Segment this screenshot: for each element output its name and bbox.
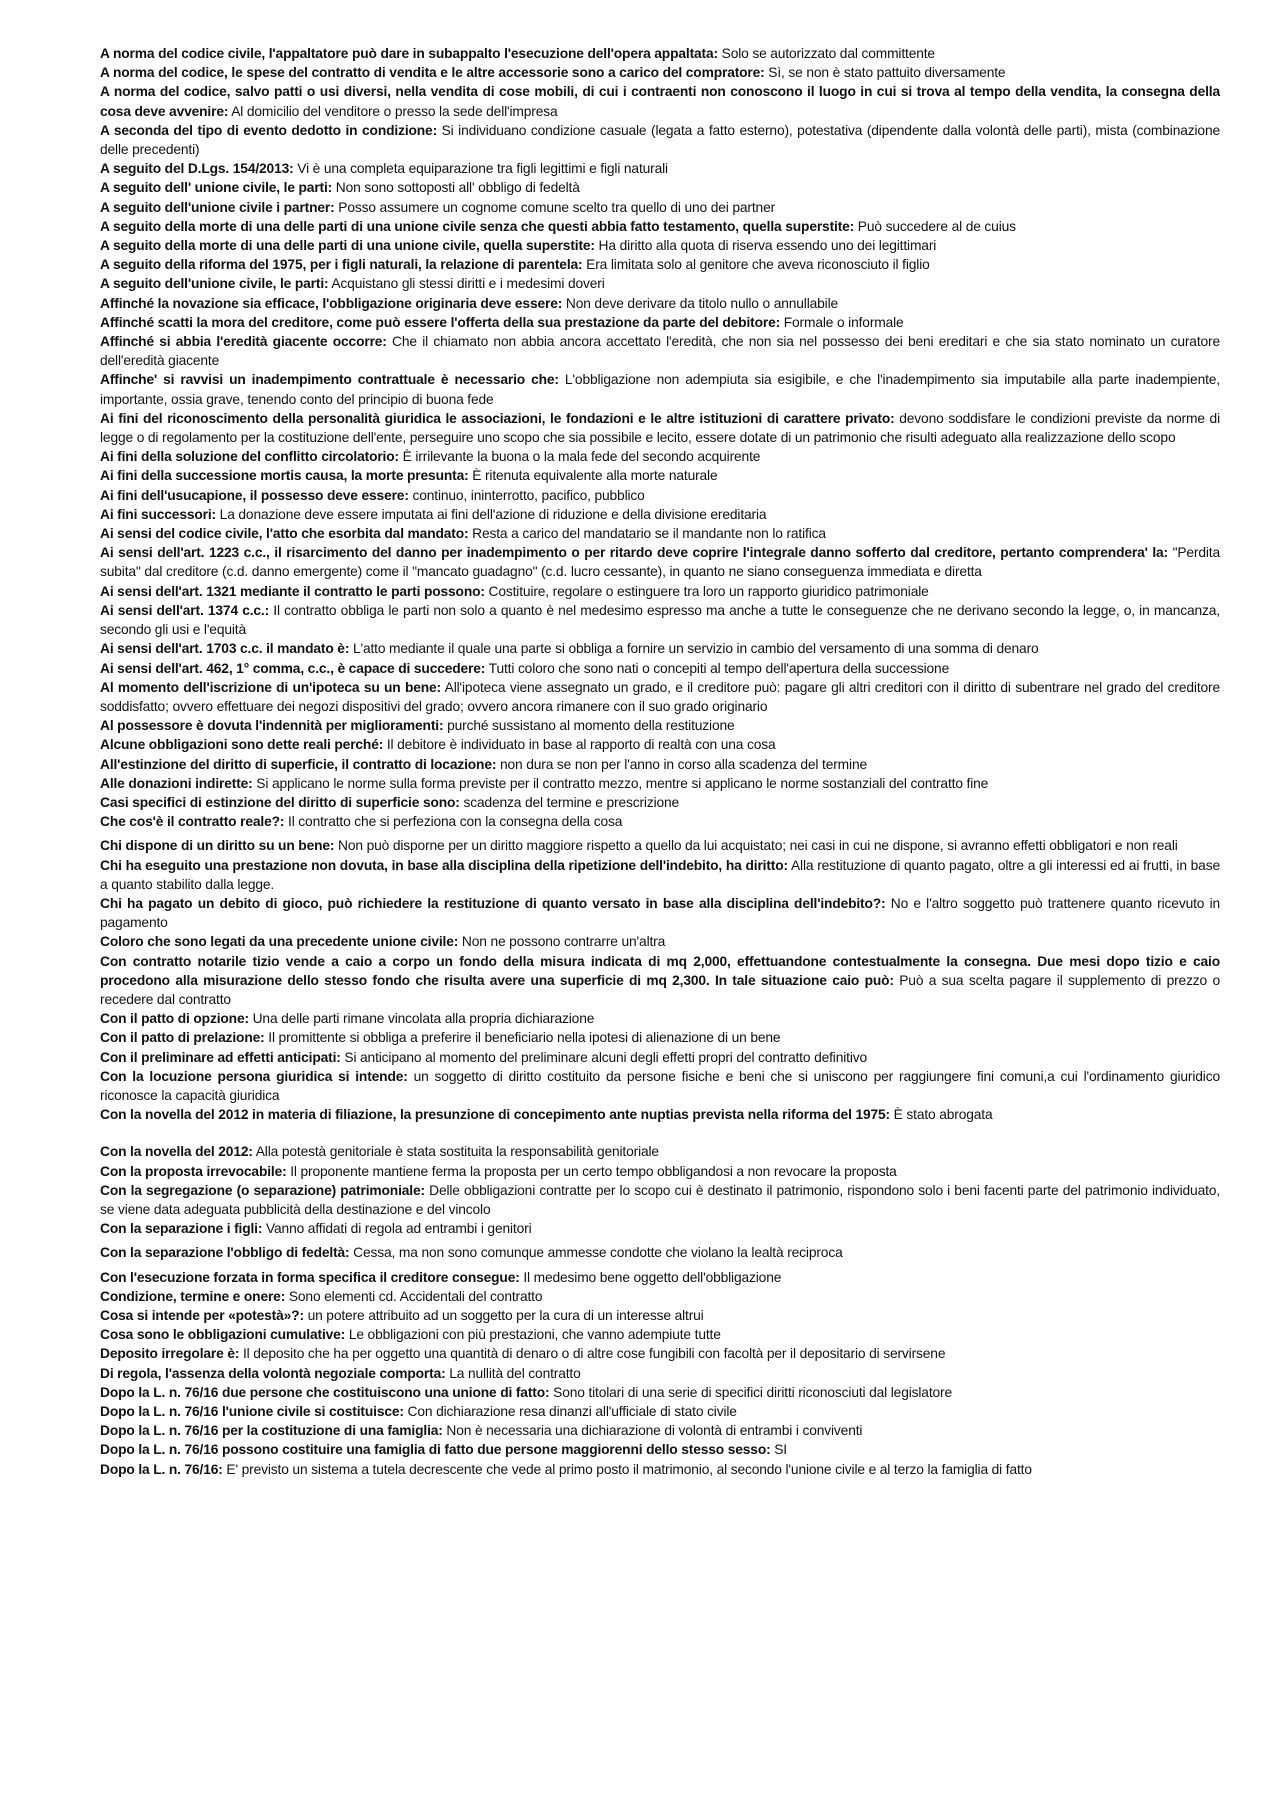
entry (100, 63, 1220, 82)
entry-question: Chi dispone di un diritto su un bene: (100, 838, 335, 854)
entry-question: Al momento dell'iscrizione di un'ipoteca su un bene: (100, 679, 442, 695)
entry (100, 1364, 1220, 1383)
entry-question: Che cos'è il contratto reale?: (100, 814, 285, 830)
entry-question: Ai sensi dell'art. 462, 1° comma, c.c., è capace di succedere: (100, 660, 486, 676)
entry-question: Ai fini del riconoscimento della personalità giuridica le associazioni, le fondazioni e le altre istituzioni di carattere privato: (100, 410, 895, 426)
entry (100, 582, 1220, 601)
entry (100, 274, 1220, 293)
entry (100, 1162, 1220, 1181)
entry-answer: Il contratto che si perfeziona con la consegna della cosa (284, 814, 623, 830)
entry-question: Con la proposta irrevocabile: (100, 1163, 287, 1179)
entry (100, 332, 1220, 370)
entry-question: Con la novella del 2012: (100, 1144, 253, 1160)
entry-question: Dopo la L. n. 76/16 due persone che costituiscono una unione di fatto: (100, 1384, 550, 1400)
entry (100, 1028, 1220, 1047)
entry-question: A seguito della morte di una delle parti di una unione civile senza che questi abbia fatto testamento, quella superstite: (100, 218, 855, 234)
entry-answer: Costituire, regolare o estinguere tra loro un rapporto giuridico patrimoniale (484, 583, 929, 599)
entry (100, 1383, 1220, 1402)
entry (100, 1325, 1220, 1344)
entry-question: Dopo la L. n. 76/16 l'unione civile si costituisce: (100, 1404, 404, 1420)
entry-answer: Era limitata solo al genitore che aveva riconosciuto il figlio (582, 257, 930, 273)
entry-answer: Al domicilio del venditore o presso la sede dell'impresa (228, 103, 558, 119)
entry-question: Con l'esecuzione forzata in forma specifica il creditore consegue: (100, 1269, 520, 1285)
entry-question: Ai sensi dell'art. 1321 mediante il contratto le parti possono: (100, 583, 485, 599)
entry-answer: purché sussistano al momento della restituzione (443, 718, 735, 734)
entry (100, 1440, 1220, 1459)
entry-answer: Che il chiamato non abbia ancora accettato l'eredità, che non sia nel possesso dei beni ereditari e che sia stato nominato un curatore dell'eredità giacente (100, 334, 1221, 369)
entry-answer: Il debitore è individuato in base al rapporto di realtà con una cosa (383, 737, 776, 753)
entry-question: Con la locuzione persona giuridica si intende: (100, 1068, 408, 1084)
entry (100, 370, 1220, 408)
entry (100, 1009, 1220, 1028)
entry-answer: Tutti coloro che sono nati o concepiti al tempo dell'apertura della successione (485, 660, 950, 676)
entry (100, 755, 1220, 774)
entry-answer: un soggetto di diritto costituito da persone fisiche e beni che si uniscono per raggiungere fini comuni,a cui l'ordinamento giuridico riconosce la capacità giuridica (100, 1068, 1220, 1103)
entry (100, 1287, 1220, 1306)
entry-question: Affinche' si ravvisi un inadempimento contrattuale è necessario che: (100, 372, 559, 388)
entry-answer: Il promittente si obbliga a preferire il beneficiario nella ipotesi di alienazione di un bene (264, 1030, 781, 1046)
entry-question: Affinché la novazione sia efficace, l'obbligazione originaria deve essere: (100, 295, 563, 311)
entry-answer: Non deve derivare da titolo nullo o annullabile (562, 295, 839, 311)
entry-question: Ai fini dell'usucapione, il possesso deve essere: (100, 487, 409, 503)
entry-question: A norma del codice civile, l'appaltatore può dare in subappalto l'esecuzione dell'opera appaltata: (100, 46, 718, 61)
entry-question: Di regola, l'assenza della volontà negoziale comporta: (100, 1365, 446, 1381)
entry-answer: Il contratto obbliga le parti non solo a quanto è nel medesimo espresso ma anche a tutte le conseguenze che ne derivano secondo la legge, o, in mancanza, secondo gli usi e l'equità (100, 602, 1220, 638)
entry-answer: È stato abrogata (889, 1107, 993, 1123)
entry-question: Condizione, termine e onere: (100, 1288, 286, 1304)
entry-answer: Con dichiarazione resa dinanzi all'ufficiale di stato civile (403, 1404, 737, 1420)
entry (100, 1460, 1220, 1479)
entry-answer: Non può disporne per un diritto maggiore rispetto a quello da lui acquistato; nei casi in cui ne dispone, si avranno effetti obbligatori e non reali (334, 838, 1178, 854)
entry-question: All'estinzione del diritto di superficie, il contratto di locazione: (100, 756, 497, 772)
entry (100, 1142, 1220, 1161)
entry-question: Affinché si abbia l'eredità giacente occorre: (100, 334, 387, 350)
entry-answer: La donazione deve essere imputata ai fini dell'azione di riduzione e della divisione ereditaria (216, 506, 767, 522)
entry-answer: È ritenuta equivalente alla morte naturale (468, 468, 718, 484)
entry-answer: continuo, ininterrotto, pacifico, pubblico (408, 487, 645, 503)
entry (100, 601, 1220, 639)
entry (100, 1105, 1220, 1124)
entry (100, 793, 1220, 812)
entry (100, 1268, 1220, 1287)
entry-answer: Delle obbligazioni contratte per lo scopo cui è destinato il patrimonio, rispondono solo i beni facenti parte del patrimonio individuato, se viene data adeguata pubblicità della destinazione e del vincolo (100, 1182, 1220, 1217)
entry-question: Ai sensi dell'art. 1223 c.c., il risarcimento del danno per inadempimento o per ritardo deve coprire l'integrale danno sofferto dal creditore, pertanto comprendera' la: (100, 545, 1168, 561)
entry (100, 198, 1220, 217)
entry-question: Con il patto di prelazione: (100, 1030, 265, 1046)
entry-answer: Si applicano le norme sulla forma previste per il contratto mezzo, mentre si applicano le norme sostanziali del contratto fine (252, 775, 989, 791)
entry (100, 856, 1220, 894)
entry (100, 1181, 1220, 1219)
entry (100, 894, 1220, 932)
entry-answer: non dura se non per l'anno in corso alla scadenza del termine (496, 756, 867, 772)
entry-answer: È irrilevante la buona o la mala fede del secondo acquirente (398, 449, 761, 465)
entry (100, 236, 1220, 255)
entry (100, 121, 1220, 159)
entry-question: Dopo la L. n. 76/16 per la costituzione di una famiglia: (100, 1423, 443, 1439)
entry-question: A norma del codice, le spese del contratto di vendita e le altre accessorie sono a carico del compratore: (100, 65, 765, 81)
entry (100, 1067, 1220, 1105)
entry-answer: Si anticipano al momento del preliminare alcuni degli effetti propri del contratto definitivo (340, 1049, 868, 1065)
entry (100, 543, 1220, 581)
entry-question: Al possessore è dovuta l'indennità per miglioramenti: (100, 718, 444, 734)
entry-question: Chi ha eseguito una prestazione non dovuta, in base alla disciplina della ripetizione dell'indebito, ha diritto: (100, 857, 788, 873)
entry (100, 1402, 1220, 1421)
entry-question: Ai fini della soluzione del conflitto circolatorio: (100, 449, 399, 465)
entry-answer: Può succedere al de cuius (854, 218, 1016, 234)
entry-answer: Può a sua scelta pagare il supplemento di prezzo o recedere dal contratto (100, 972, 1220, 1007)
entry-question: Ai sensi dell'art. 1703 c.c. il mandato è: (100, 641, 350, 657)
entry (100, 735, 1220, 754)
entry-question: Alle donazioni indirette: (100, 775, 253, 791)
entry-answer: No e l'altro soggetto può trattenere quanto ricevuto in pagamento (100, 895, 1221, 931)
entry-answer: Sono titolari di una serie di specifici diritti riconosciuti dal legislatore (549, 1384, 953, 1400)
entry-answer: Acquistano gli stessi diritti e i medesimi doveri (328, 276, 605, 292)
entry-question: Ai sensi dell'art. 1374 c.c.: (100, 602, 270, 618)
entry-question: Con il patto di opzione: (100, 1011, 249, 1027)
entry (100, 255, 1220, 274)
entry (100, 1306, 1220, 1325)
entry-answer: Il medesimo bene oggetto dell'obbligazione (519, 1269, 782, 1285)
entry-question: Deposito irregolare è: (100, 1346, 240, 1362)
entry (100, 1048, 1220, 1067)
entry-question: A seguito del D.Lgs. 154/2013: (100, 161, 294, 177)
entry-answer: Non ne possono contrarre un'altra (458, 934, 666, 950)
entry (100, 159, 1220, 178)
entry-question: Dopo la L. n. 76/16: (100, 1461, 223, 1477)
entry-answer: Non è necessaria una dichiarazione di volontà di entrambi i conviventi (442, 1423, 863, 1439)
entry (100, 178, 1220, 197)
entry-answer: Solo se autorizzato dal committente (717, 46, 935, 61)
entry (100, 716, 1220, 735)
entry-question: Affinché scatti la mora del creditore, come può essere l'offerta della sua prestazione da parte del debitore: (100, 314, 781, 330)
entry (100, 466, 1220, 485)
entry-question: Con la separazione l'obbligo di fedeltà: (100, 1245, 350, 1261)
entry (100, 44, 1220, 63)
entry (100, 409, 1220, 447)
entry (100, 1219, 1220, 1238)
entry-answer: Resta a carico del mandatario se il mandante non lo ratifica (468, 526, 826, 542)
entry-answer: L'obbligazione non adempiuta sia esigibile, e che l'inadempimento sia imputabile alla parte inadempiente, importante, ossia grave, tenendo conto del principio di buona fede (100, 372, 1220, 407)
entry-answer: Una delle parti rimane vincolata alla propria dichiarazione (248, 1011, 595, 1027)
entry-answer: un potere attribuito ad un soggetto per la cura di un interesse altrui (303, 1308, 704, 1323)
entry-answer: All'ipoteca viene assegnato un grado, e il creditore può: pagare gli altri creditori con il diritto di subentrare nel grado del creditore soddisfatto; ovvero effettuare dei negozi dispositivi del grado; ovvero ancora rimanere con il suo grado originario (100, 679, 1221, 714)
entry-answer: Sì, se non è stato pattuito diversamente (764, 65, 1006, 81)
entry-answer: Il proponente mantiene ferma la proposta per un certo tempo obbligandosi a non revocare la proposta (286, 1163, 897, 1179)
entry (100, 294, 1220, 313)
entry-question: Ai fini della successione mortis causa, la morte presunta: (100, 468, 469, 484)
entry (100, 774, 1220, 793)
entry (100, 1421, 1220, 1440)
entry-answer: Sono elementi cd. Accidentali del contratto (285, 1288, 543, 1304)
entry-question: Chi ha pagato un debito di gioco, può richiedere la restituzione di quanto versato in base alla disciplina dell'indebito?: (100, 895, 886, 911)
entry (100, 82, 1220, 120)
entry-question: Dopo la L. n. 76/16 possono costituire una famiglia di fatto due persone maggiorenni dello stesso sesso: (100, 1442, 771, 1458)
entry-question: Cosa si intende per «potestà»?: (100, 1308, 304, 1323)
entry (100, 1243, 1220, 1262)
entry-question: Ai fini successori: (100, 506, 216, 522)
entry-question: Con la segregazione (o separazione) patrimoniale: (100, 1182, 425, 1198)
entry-question: A seguito della morte di una delle parti di una unione civile, quella superstite: (100, 238, 595, 254)
entry (100, 1344, 1220, 1363)
entry-answer: "Perdita subita" dal creditore (c.d. danno emergente) come il "mancato guadagno" (c.d. lucro cessante), in quanto ne siano conseguenza immediata e diretta (100, 545, 1220, 580)
entry-question: A seguito dell' unione civile, le parti: (100, 180, 333, 196)
entry (100, 217, 1220, 236)
entry-answer: Le obbligazioni con più prestazioni, che vanno adempiute tutte (345, 1327, 721, 1343)
entry-answer: Posso assumere un cognome comune scelto tra quello di uno dei partner (334, 199, 776, 215)
entry (100, 639, 1220, 658)
entry-answer: L'atto mediante il quale una parte si obbliga a fornire un servizio in cambio del versamento di una somma di denaro (349, 641, 1039, 657)
entry (100, 812, 1220, 831)
entry-question: Alcune obbligazioni sono dette reali perché: (100, 737, 384, 753)
entry (100, 836, 1220, 855)
entry-answer: devono soddisfare le condizioni previste da norme di legge o di regolamento per la costituzione dell'ente, perseguire uno scopo che sia possibile e lecito, essere dotate di un patrimonio che risulti adeguato alla realizzazione dello scopo (100, 410, 1221, 446)
entry-question: Ai sensi del codice civile, l'atto che esorbita dal mandato: (100, 526, 469, 542)
entry (100, 678, 1220, 716)
entry-question: A seconda del tipo di evento dedotto in condizione: (100, 122, 438, 138)
entry-answer: Ha diritto alla quota di riserva essendo uno dei legittimari (594, 238, 937, 254)
entry-answer: Non sono sottoposti all' obbligo di fedeltà (332, 180, 580, 196)
entry (100, 524, 1220, 543)
entry-question: A seguito della riforma del 1975, per i figli naturali, la relazione di parentela: (100, 257, 583, 273)
entry-answer: Vanno affidati di regola ad entrambi i genitori (262, 1221, 532, 1237)
entry-answer: Il deposito che ha per oggetto una quantità di denaro o di altre cose fungibili con facoltà per il depositario di servirsene (239, 1346, 946, 1362)
entry-question: Con contratto notarile tizio vende a caio a corpo un fondo della misura indicata di mq 2,000, effettuandone contestualmente la consegna. Due mesi dopo tizio e caio procedono alla misurazione dello stesso fondo che risulta avere una superficie di mq 2,300. In tale situazione caio può: (100, 953, 1220, 988)
entry-question: Con la separazione i figli: (100, 1221, 263, 1237)
entry-question: Con il preliminare ad effetti anticipati: (100, 1049, 341, 1065)
entry (100, 486, 1220, 505)
entry-answer: La nullità del contratto (445, 1365, 581, 1381)
entry-answer: scadenza del termine e prescrizione (459, 794, 680, 810)
entry-answer: SI (770, 1442, 787, 1458)
entry-question: Con la novella del 2012 in materia di filiazione, la presunzione di concepimento ante nuptias prevista nella riforma del 1975: (100, 1107, 890, 1123)
entry-question: A seguito dell'unione civile i partner: (100, 199, 335, 215)
entry-answer: Formale o informale (780, 314, 904, 330)
entry-answer: Si individuano condizione casuale (legata a fatto esterno), potestativa (dipendente dalla volontà delle parti), mista (combinazione delle precedenti) (100, 122, 1220, 158)
entry-question: A seguito dell'unione civile, le parti: (100, 276, 329, 292)
entry-answer: E' previsto un sistema a tutela decrescente che vede al primo posto il matrimonio, al secondo l'unione civile e al terzo la famiglia di fatto (222, 1461, 1032, 1477)
entry-answer: Alla potestà genitoriale è stata sostituita la responsabilità genitoriale (252, 1144, 659, 1160)
entry (100, 659, 1220, 678)
entry (100, 952, 1220, 1010)
entry-question: Cosa sono le obbligazioni cumulative: (100, 1327, 346, 1343)
entry (100, 505, 1220, 524)
entry-question: Coloro che sono legati da una precedente unione civile: (100, 934, 459, 950)
entry (100, 447, 1220, 466)
entry (100, 932, 1220, 951)
entry-question: A norma del codice, salvo patti o usi diversi, nella vendita di cose mobili, di cui i contraenti non conoscono il luogo in cui si trova al tempo della vendita, la consegna della cosa deve avvenire: (100, 84, 1220, 119)
entry-answer: Vi è una completa equiparazione tra figli legittimi e figli naturali (293, 161, 668, 177)
entry-answer: Cessa, ma non sono comunque ammesse condotte che violano la lealtà reciproca (349, 1245, 843, 1261)
entry-answer: Alla restituzione di quanto pagato, oltre a gli interessi ed ai frutti, in base a quanto stabilito dalla legge. (100, 857, 1220, 892)
entry (100, 313, 1220, 332)
entry-question: Casi specifici di estinzione del diritto di superficie sono: (100, 794, 460, 810)
